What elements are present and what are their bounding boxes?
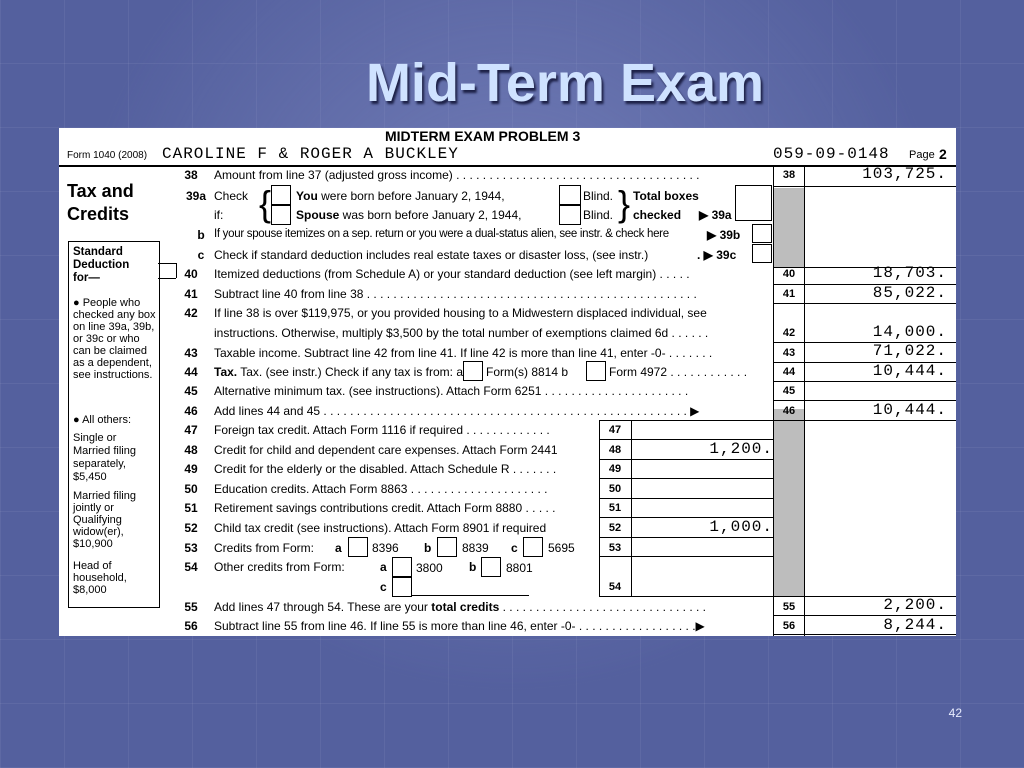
line-38-box: 38 bbox=[782, 169, 796, 181]
line-48-amount: 1,200. bbox=[709, 440, 773, 458]
line-54-form-1: 3800 bbox=[416, 561, 443, 575]
line-54-form-2: 8801 bbox=[506, 561, 533, 575]
line-50-num: 50 bbox=[184, 482, 198, 496]
rule-49 bbox=[599, 478, 773, 479]
line-52-amount: 1,000. bbox=[709, 518, 773, 536]
line-39c-box-label: 39c bbox=[716, 248, 737, 262]
form-8814-checkbox[interactable] bbox=[463, 361, 483, 381]
line-38-amount: 103,725. bbox=[862, 165, 947, 183]
line-48-text: Credit for child and dependent care expenses. Attach Form 2441 bbox=[214, 443, 558, 457]
sidebar-joint: Married filing jointly or Qualifying widow(er), $10,900 bbox=[73, 490, 136, 550]
line-56-num: 56 bbox=[184, 619, 198, 633]
slide-title: Mid-Term Exam bbox=[365, 53, 765, 113]
line-50-text: Education credits. Attach Form 8863 . . . . . . . . . . . . . . . . . . . . . bbox=[214, 482, 548, 496]
rule-53 bbox=[599, 556, 773, 557]
line-40-box: 40 bbox=[782, 268, 796, 280]
total-boxes-label: Total boxes bbox=[633, 189, 699, 203]
checked-label: checked bbox=[633, 208, 682, 222]
spouse-text: was born before January 2, 1944, bbox=[339, 208, 522, 222]
form-4972-checkbox[interactable] bbox=[586, 361, 606, 381]
line-53-box: 53 bbox=[608, 542, 622, 554]
you-blind-checkbox[interactable] bbox=[559, 185, 581, 205]
line-43-num: 43 bbox=[184, 346, 198, 360]
line-54-a: a bbox=[380, 560, 387, 574]
line-44-box: 44 bbox=[782, 366, 796, 378]
form-3800-checkbox[interactable] bbox=[392, 557, 412, 577]
line-46-amount: 10,444. bbox=[872, 401, 947, 419]
col-divider-2 bbox=[804, 166, 805, 636]
gray-column-mid bbox=[773, 409, 804, 597]
ssn: 059-09-0148 bbox=[773, 145, 890, 163]
you-65-checkbox[interactable] bbox=[271, 185, 291, 205]
you-text: were born before January 2, 1944, bbox=[317, 189, 505, 203]
line-53-b: b bbox=[424, 541, 432, 555]
other-form-checkbox[interactable] bbox=[392, 577, 412, 597]
rule-56 bbox=[773, 634, 956, 635]
you-label: You bbox=[296, 189, 318, 203]
line-44-text-b: Form(s) 8814 b bbox=[486, 365, 569, 379]
line-39a-num: 39a bbox=[185, 189, 207, 203]
line-48-box: 48 bbox=[608, 444, 622, 456]
line-39c-text: Check if standard deduction includes real estate taxes or disaster loss, (see instr.) bbox=[214, 248, 649, 262]
spouse-blind-label: Blind. bbox=[583, 208, 614, 222]
sidebar-connector-3 bbox=[158, 278, 176, 279]
slide-page-number: 42 bbox=[948, 706, 962, 720]
line-38-num: 38 bbox=[184, 168, 198, 182]
line-44-amount: 10,444. bbox=[872, 362, 947, 380]
line-53-c: c bbox=[511, 541, 518, 555]
line-49-text: Credit for the elderly or the disabled. Attach Schedule R . . . . . . . bbox=[214, 462, 557, 476]
rule-48 bbox=[599, 459, 773, 460]
section-title: Tax and Credits bbox=[67, 181, 134, 224]
line-39b-text: If your spouse itemizes on a sep. return or you were a dual-status alien, see instr. & check here bbox=[214, 228, 669, 240]
line-46-box: 46 bbox=[782, 405, 796, 417]
you-blind-label: Blind. bbox=[583, 189, 614, 203]
line-54-text: Other credits from Form: bbox=[214, 560, 345, 574]
line-42-text-1: If line 38 is over $119,975, or you provided housing to a Midwestern displaced individual, see bbox=[214, 306, 707, 320]
line-45-text: Alternative minimum tax. (see instructions). Attach Form 6251 . . . . . . . . . . . . . . . . . . . . . . bbox=[214, 384, 689, 398]
line-39a-box-label: 39a bbox=[711, 208, 732, 222]
problem-title: MIDTERM EXAM PROBLEM 3 bbox=[385, 128, 581, 144]
line-55-num: 55 bbox=[184, 600, 198, 614]
line-53-form-3: 5695 bbox=[548, 541, 575, 555]
line-39c-num: c bbox=[197, 248, 205, 262]
page-number-form: 2 bbox=[939, 146, 947, 162]
line-44-text-a: Tax. (see instr.) Check if any tax is from: a bbox=[240, 365, 463, 379]
taxpayer-names: CAROLINE F & ROGER A BUCKLEY bbox=[162, 145, 459, 163]
line-43-box: 43 bbox=[782, 347, 796, 359]
line-39a-check: Check bbox=[214, 189, 249, 203]
line-55-amount: 2,200. bbox=[883, 596, 947, 614]
line-47-num: 47 bbox=[184, 423, 198, 437]
rule-46 bbox=[599, 420, 956, 421]
rule-52 bbox=[599, 537, 773, 538]
line-43-text: Taxable income. Subtract line 42 from line 41. If line 42 is more than line 41, enter -0- . . . . . . . bbox=[214, 346, 713, 360]
line-55-bold: total credits bbox=[431, 600, 500, 614]
line-46-text: Add lines 44 and 45 . . . . . . . . . . . . . . . . . . . . . . . . . . . . . . . . . . . . . . . . . . . . . . . . . . . . . . . ▶ bbox=[214, 404, 700, 418]
line-39b-box-label: 39b bbox=[719, 228, 741, 242]
form-5695-checkbox[interactable] bbox=[523, 537, 543, 557]
rule-38 bbox=[773, 186, 956, 187]
rule-44 bbox=[773, 381, 956, 382]
line-51-box: 51 bbox=[608, 502, 622, 514]
line-44-text-c: Form 4972 . . . . . . . . . . . . bbox=[609, 365, 748, 379]
line-43-amount: 71,022. bbox=[872, 342, 947, 360]
line-39c-checkbox[interactable] bbox=[752, 244, 772, 263]
line-55-box: 55 bbox=[782, 601, 796, 613]
line-49-num: 49 bbox=[184, 462, 198, 476]
line-41-text: Subtract line 40 from line 38 . . . . . . . . . . . . . . . . . . . . . . . . . . . . . . . . . . . . . . . . . . . . . . . . . . bbox=[214, 287, 697, 301]
line-41-box: 41 bbox=[782, 288, 796, 300]
line-56-text: Subtract line 55 from line 46. If line 55 is more than line 46, enter -0- . . . . . . . . . . . . . . . . . .▶ bbox=[214, 619, 705, 633]
brace-right: } bbox=[618, 183, 631, 224]
line-51-num: 51 bbox=[184, 501, 198, 515]
line-52-box: 52 bbox=[608, 522, 622, 534]
spouse-65-checkbox[interactable] bbox=[271, 205, 291, 225]
line-41-num: 41 bbox=[184, 287, 198, 301]
spouse-blind-checkbox[interactable] bbox=[559, 205, 581, 225]
line-56-box: 56 bbox=[782, 620, 796, 632]
gray-column-top bbox=[773, 188, 804, 268]
line-38-text: Amount from line 37 (adjusted gross income) . . . . . . . . . . . . . . . . . . . . . . . . . . . . . . . . . . . . . bbox=[214, 168, 700, 182]
sidebar-bullet-1: ● People who checked any box on line 39a, 39b, or 39c or who can be claimed as a dependent, see instructions. bbox=[73, 297, 156, 381]
sidebar-hoh: Head of household, $8,000 bbox=[73, 560, 127, 596]
line-40-amount: 18,703. bbox=[872, 264, 947, 282]
line-53-form-2: 8839 bbox=[462, 541, 489, 555]
line-51-text: Retirement savings contributions credit. Attach Form 8880 . . . . . bbox=[214, 501, 556, 515]
line-53-form-1: 8396 bbox=[372, 541, 399, 555]
line-42-text-2: instructions. Otherwise, multiply $3,500 by the total number of exemptions claimed 6d . . . . . . bbox=[214, 326, 709, 340]
line-53-a: a bbox=[335, 541, 342, 555]
line-40-num: 40 bbox=[184, 267, 198, 281]
credit-col-mid bbox=[631, 420, 632, 597]
line-54-box: 54 bbox=[608, 581, 622, 593]
line-45-num: 45 bbox=[184, 384, 198, 398]
sidebar-bullet-2: ● All others: bbox=[73, 414, 132, 426]
sidebar-single: Single or Married filing separately, $5,450 bbox=[73, 432, 136, 483]
line-54-b: b bbox=[469, 560, 477, 574]
line-40-text: Itemized deductions (from Schedule A) or your standard deduction (see left margin) . . . . . bbox=[214, 267, 690, 281]
form-id: Form 1040 (2008) bbox=[67, 150, 148, 161]
line-45-box: 45 bbox=[782, 385, 796, 397]
sidebar-heading: Standard Deduction for— bbox=[73, 246, 130, 284]
rule-50 bbox=[599, 498, 773, 499]
line-42-amount: 14,000. bbox=[872, 323, 947, 341]
line-52-num: 52 bbox=[184, 521, 198, 535]
other-form-line bbox=[412, 595, 529, 596]
line-53-text: Credits from Form: bbox=[214, 541, 315, 555]
line-55-text: Add lines 47 through 54. These are your bbox=[214, 600, 428, 614]
spouse-label: Spouse bbox=[296, 208, 340, 222]
rule-41 bbox=[773, 303, 956, 304]
col-divider-1 bbox=[773, 166, 774, 636]
line-46-num: 46 bbox=[184, 404, 198, 418]
line-39b-checkbox[interactable] bbox=[752, 224, 772, 243]
line-39b-num: b bbox=[197, 228, 205, 242]
line-48-num: 48 bbox=[184, 443, 198, 457]
form-8801-checkbox[interactable] bbox=[481, 557, 501, 577]
sidebar-box bbox=[68, 241, 160, 608]
line-56-amount: 8,244. bbox=[883, 616, 947, 634]
line-49-box: 49 bbox=[608, 463, 622, 475]
total-boxes-field[interactable] bbox=[735, 185, 772, 221]
line-55-dots: . . . . . . . . . . . . . . . . . . . . . . . . . . . . . . . bbox=[502, 600, 706, 614]
line-47-box: 47 bbox=[608, 424, 622, 436]
form-8839-checkbox[interactable] bbox=[437, 537, 457, 557]
form-8396-checkbox[interactable] bbox=[348, 537, 368, 557]
line-50-box: 50 bbox=[608, 483, 622, 495]
line-44-num: 44 bbox=[184, 365, 198, 379]
line-39a-if: if: bbox=[214, 208, 224, 222]
line-53-num: 53 bbox=[184, 541, 198, 555]
brace-left: { bbox=[259, 183, 272, 224]
line-41-amount: 85,022. bbox=[872, 284, 947, 302]
tax-form: MIDTERM EXAM PROBLEM 3 Form 1040 (2008) CAROLINE F & ROGER A BUCKLEY 059-09-0148 Page 2 Tax and Credits Standard Deduction for— ● People who checked any box on line 39a, 39b, or 39c or who can be claimed as a dependent, see instructions. ● All others: Single or Married filing separately, $5,450 Married filing jointly or Qualifying widow(er), $10,900 Head of household, $8,000 38 Amount from line 37 (adjusted gross income) . . . . . . . . . . . . . . . . . . . . . . . . . . . . . . . . . . . . . 38 103,725. 39a Check if: { You were born before January 2, 1944, Spouse was born before January 2, 1944, Blind. Blind. } Total boxes checked ▶ 39a b If your spouse itemizes on a sep. return or you were a dual-status alien, see instr. & check here ▶ 39b c Check if standard deduction includes real estate taxes or disaster loss, (see instr.) . ▶ 39c 40 Itemized deductions (from Schedule A) or your standard deduction (see left margin) . . . . . 40 18,703. 41 Subtract line 40 from line 38 . . . . . . . . . . . . . . . . . . . . . . . . . . . . . . . . . . . . . . . . . . . . . . . . . . 41 85,022. 42 If line 38 is over $119,975, or you provided housing to a Midwestern displaced individual, see instructions. Otherwise, multiply $3,500 by the total number of exemptions claimed 6d . . . . . . 42 14,000. 43 Taxable income. Subtract line 42 from line 41. If line 42 is more than line 41, enter -0- . . . . . . . 43 71,022. 44 Tax. Tax. (see instr.) Check if any tax is from: a Form(s) 8814 b Form 4972 . . . . . . . . . . . . 44 10,444. 45 Alternative minimum tax. (see instructions). Attach Form 6251 . . . . . . . . . . . . . . . . . . . . . . 45 46 Add lines 44 and 45 . . . . . . . . . . . . . . . . . . . . . . . . . . . . . . . . . . . . . . . . . . . . . . . . . . . . . . . ▶ 46 10,444. 47 Foreign tax credit. Attach Form 1116 if required . . . . . . . . . . . . . 47 48 Credit for child and dependent care expenses. Attach Form 2441 48 1,200. 49 Credit for the elderly or the disabled. Attach Schedule R . . . . . . . 49 50 Education credits. Attach Form 8863 . . . . . . . . . . . . . . . . . . . . . 50 51 Retirement savings contributions credit. Attach Form 8880 . . . . . 51 52 Child tax credit (see instructions). Attach Form 8901 if required 52 1,000. 53 Credits from Form: a 8396 b 8839 c 5695 53 54 Other credits from Form: a 3800 b 8801 c 54 55 Add lines 47 through 54. These are your total credits . . . . . . . . . . . . . . . . . . . . . . . . . . . . . . . 55 2,200. 56 Subtract line 55 from line 46. If line 55 is more than line 46, enter -0- . . . . . . . . . . . . . . . . . .▶ 56 8,244. bbox=[59, 128, 956, 636]
line-54-num: 54 bbox=[184, 560, 198, 574]
page-label: Page bbox=[909, 149, 935, 161]
sidebar-connector-1 bbox=[158, 263, 176, 264]
line-47-text: Foreign tax credit. Attach Form 1116 if required . . . . . . . . . . . . . bbox=[214, 423, 550, 437]
line-52-text: Child tax credit (see instructions). Attach Form 8901 if required bbox=[214, 521, 547, 535]
line-42-box: 42 bbox=[782, 327, 796, 339]
line-54-c: c bbox=[380, 580, 387, 594]
line-42-num: 42 bbox=[184, 306, 198, 320]
